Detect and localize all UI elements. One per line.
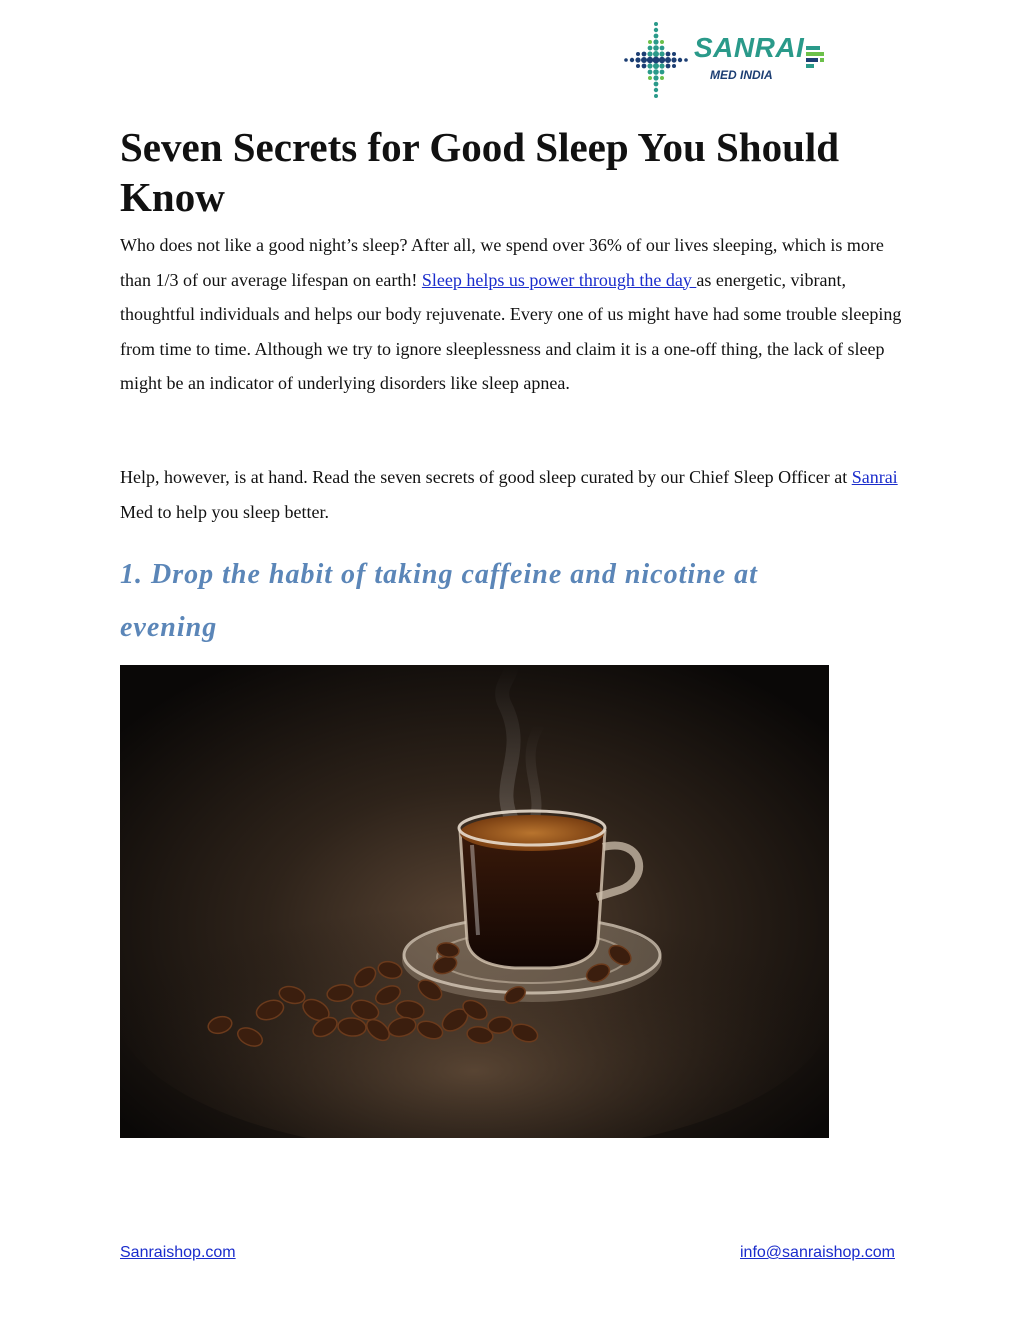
- sleep-power-link[interactable]: Sleep helps us power through the day: [421, 269, 697, 290]
- coffee-cup-image: [120, 665, 829, 1138]
- footer-email-link[interactable]: info@sanraishop.com: [740, 1244, 895, 1261]
- intro-text-start: Who does not like a good night’s sleep? After all, we spend over 36% of our lives sleeping, which is more than 1/3 of our average lifespan on earth!: [120, 235, 884, 290]
- article-title: Seven Secrets for Good Sleep You Should Know: [120, 124, 840, 220]
- intro-paragraph: [120, 228, 910, 401]
- help-text-end: Med to help you sleep better.: [120, 501, 329, 522]
- help-text-start: Help, however, is at hand. Read the seven secrets of good sleep curated by our Chief Sleep Officer at: [120, 467, 852, 487]
- footer-website-link[interactable]: Sanraishop.com: [120, 1244, 236, 1261]
- logo-bars-icon: [806, 46, 826, 68]
- intro-text-end: as energetic, vibrant, thoughtful individuals and helps our body rejuvenate. Every one of us might have had some trouble sleeping from time to time. Although we try to ignore sleeplessness and claim it is a one-off thing, the lack of sleep might be an indicator of underlying disorders like sleep apnea.: [120, 269, 902, 393]
- section-heading-1: 1. Drop the habit of taking caffeine and nicotine at evening: [120, 559, 758, 643]
- help-paragraph: [120, 460, 910, 529]
- logo-wordmark: SANRAI: [694, 32, 805, 63]
- sanrai-logo: [622, 20, 832, 100]
- logo-dot-cross-icon: [622, 20, 694, 100]
- sanrai-link[interactable]: Sanrai: [851, 467, 898, 487]
- logo-subtitle: MED INDIA: [710, 68, 773, 82]
